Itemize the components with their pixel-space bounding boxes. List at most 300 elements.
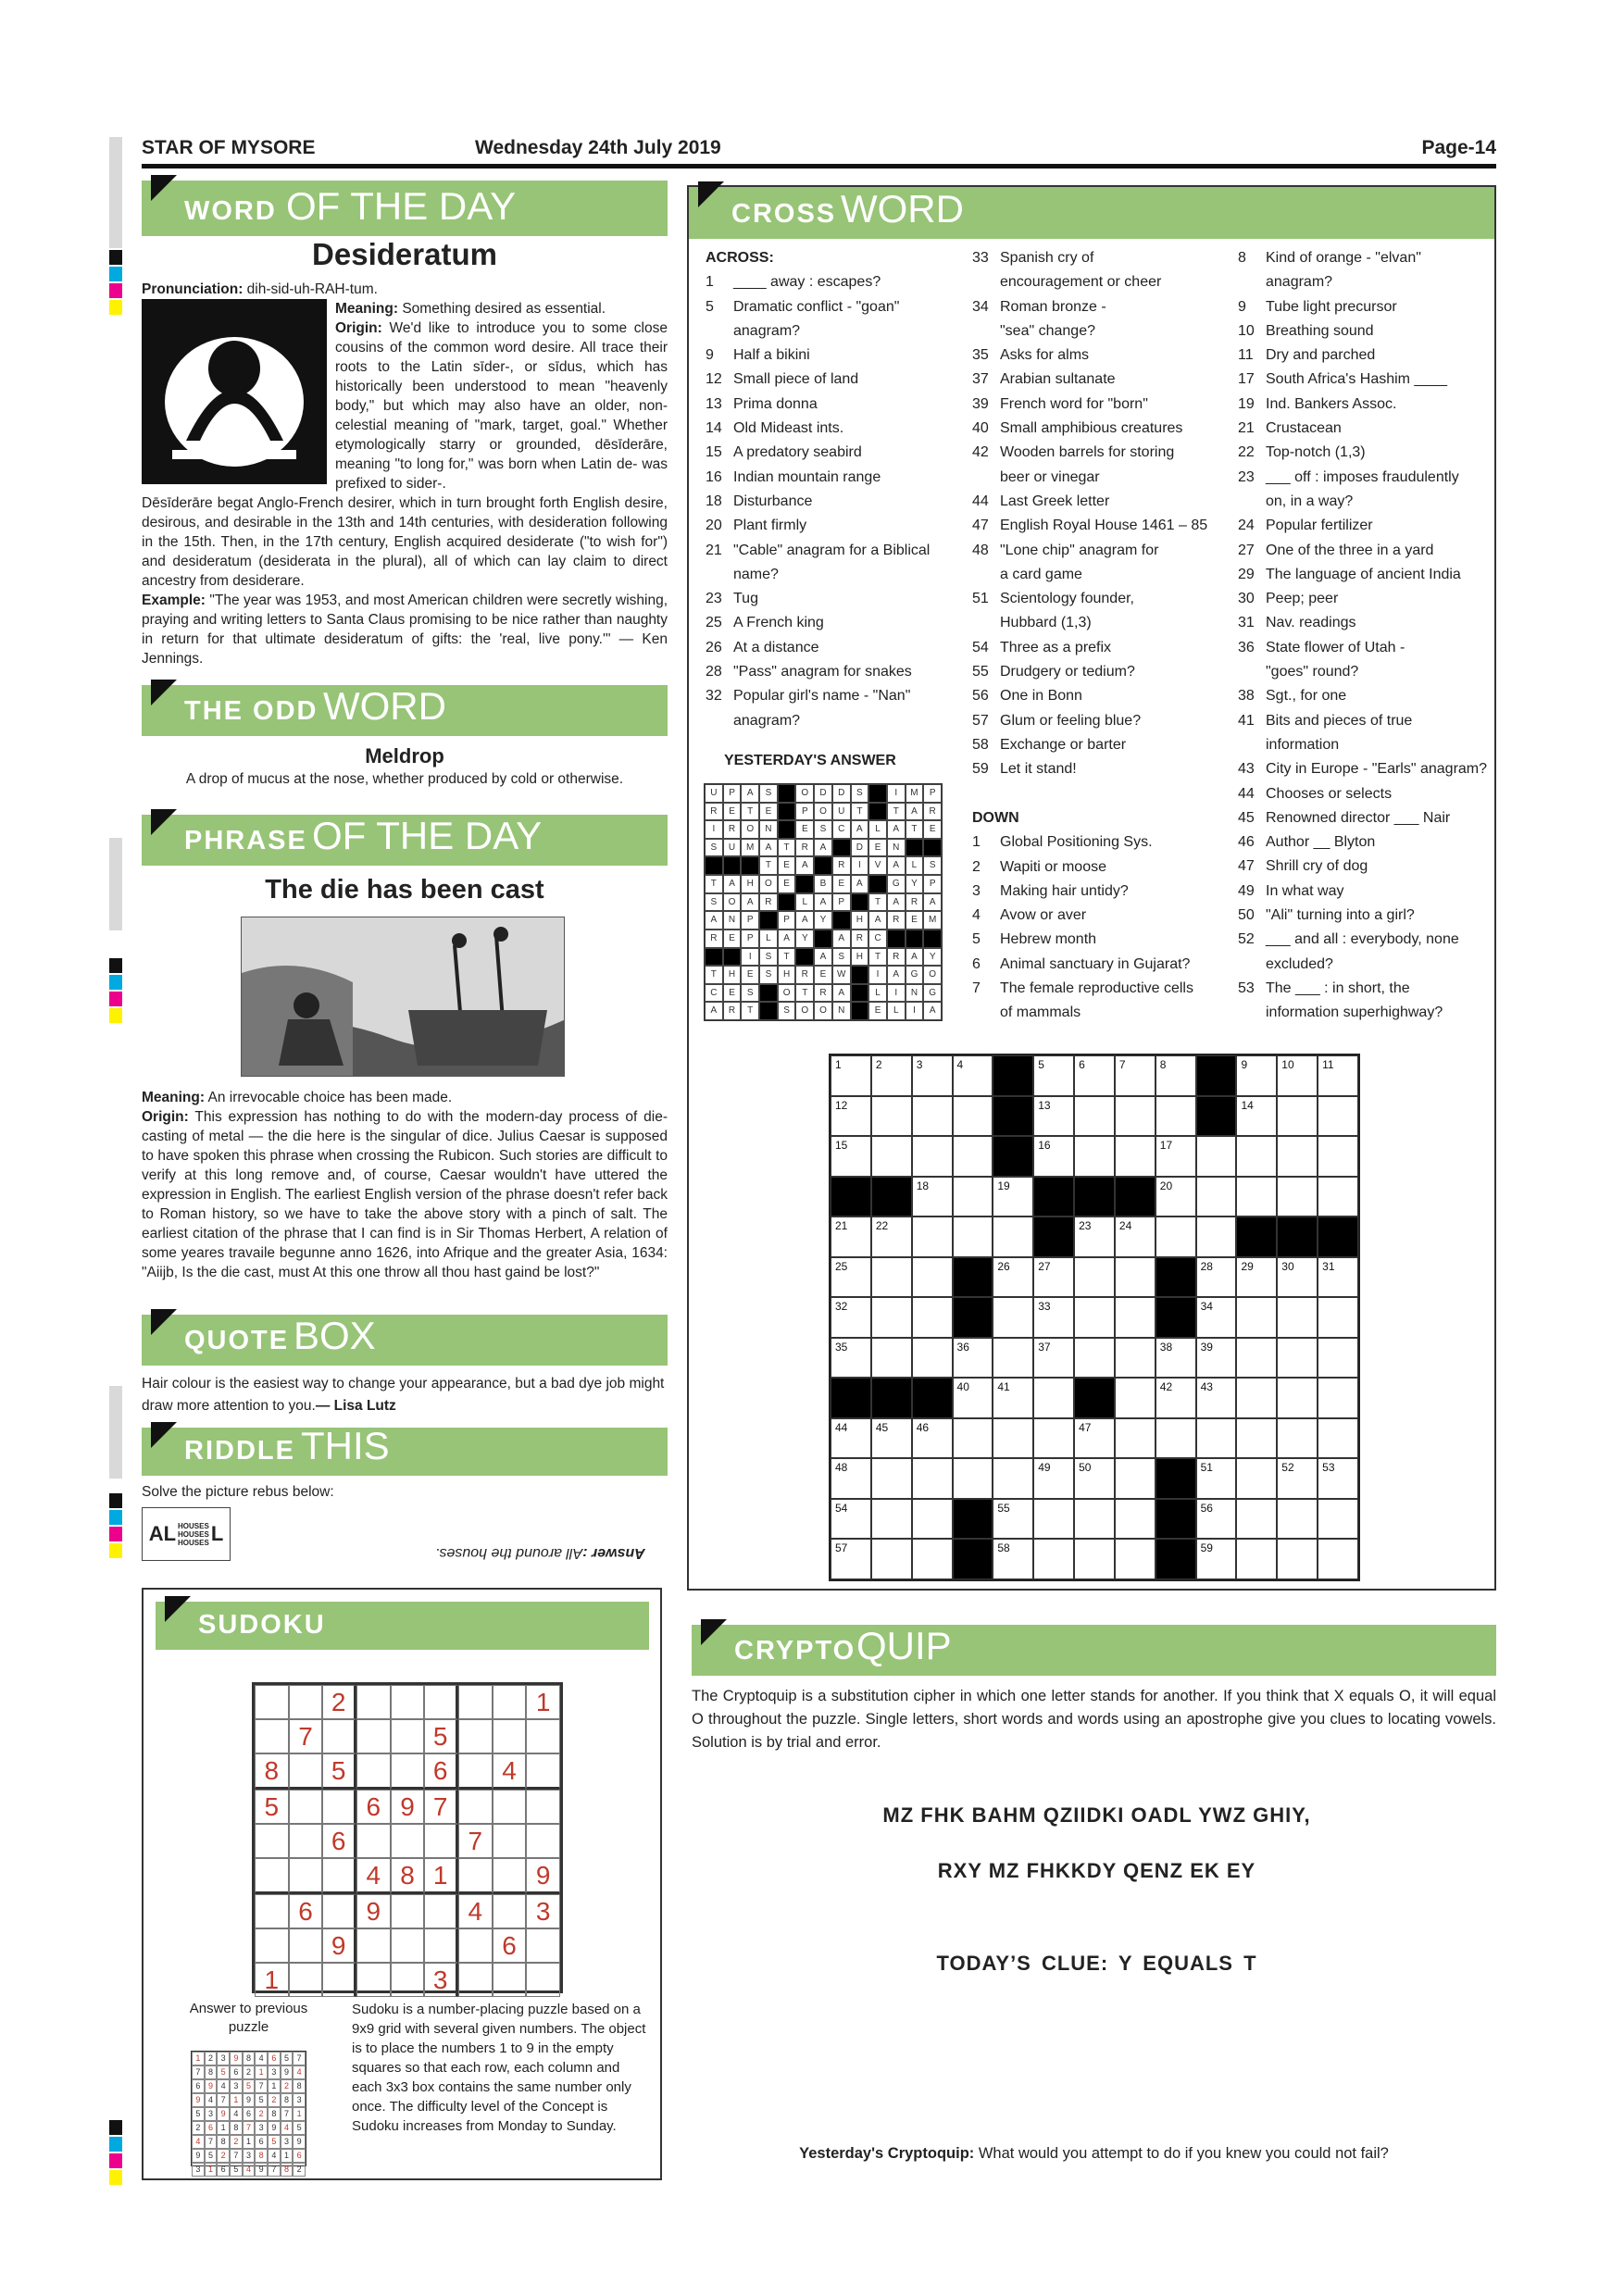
sudoku-cell[interactable] [322,1858,356,1894]
answer-text: All around the houses. [435,1545,583,1561]
crossword-grid[interactable] [829,1054,1360,1581]
sudoku-cell[interactable] [356,1824,391,1858]
crossword-cell[interactable]: 57 [831,1539,871,1579]
crossword-cell[interactable] [871,1458,912,1499]
crossword-cell[interactable] [1318,1418,1358,1459]
sudoku-cell[interactable] [255,1719,289,1753]
crossword-cell[interactable] [1236,1177,1277,1217]
clue-item [972,855,1236,880]
crossword-cell[interactable] [1115,1539,1156,1579]
answer-cell: A [814,839,832,857]
sudoku-cell[interactable] [391,1928,425,1963]
clue-item [706,466,965,490]
crossword-cell[interactable] [1074,1338,1115,1379]
sudoku-grid[interactable] [252,1682,563,1993]
sudoku-cell[interactable] [255,1928,289,1963]
crossword-cell[interactable] [1074,1096,1115,1137]
crossword-cell[interactable] [1277,1136,1318,1177]
crossword-cell[interactable]: 22 [871,1217,912,1257]
crossword-cell[interactable]: 14 [1236,1096,1277,1137]
sudoku-cell[interactable] [458,1719,493,1753]
prev-sudoku-cell: 8 [281,2163,294,2177]
sudoku-cell[interactable] [424,1928,458,1963]
crossword-cell[interactable] [953,1136,993,1177]
crossword-cell[interactable] [1318,1177,1358,1217]
crossword-cell[interactable]: 49 [1033,1458,1074,1499]
prev-sudoku-cell: 8 [217,2135,230,2149]
crossword-cell[interactable]: 8 [1156,1055,1196,1096]
crossword-cell[interactable]: 58 [993,1539,1033,1579]
crossword-cell[interactable] [912,1539,953,1579]
sudoku-cell[interactable] [289,1824,323,1858]
answer-cell: G [887,875,906,893]
crossword-cell[interactable] [1277,1297,1318,1338]
crossword-cell[interactable]: 21 [831,1217,871,1257]
sudoku-cell[interactable] [391,1719,425,1753]
prev-sudoku-cell: 2 [205,2052,218,2065]
crossword-cell[interactable] [1156,1096,1196,1137]
crossword-cell[interactable]: 36 [953,1338,993,1379]
crossword-cell[interactable]: 5 [1033,1055,1074,1096]
sudoku-cell[interactable] [356,1719,391,1753]
crossword-cell[interactable] [912,1338,953,1379]
crossword-cell[interactable] [1318,1378,1358,1418]
crossword-cell[interactable]: 29 [1236,1257,1277,1298]
crossword-cell[interactable] [1277,1539,1318,1579]
prev-sudoku-cell: 1 [293,2107,306,2121]
sudoku-cell[interactable] [458,1858,493,1894]
prev-sudoku-cell: 5 [268,2135,281,2149]
sudoku-cell[interactable] [526,1719,560,1753]
sudoku-cell[interactable] [391,1753,425,1790]
prev-sudoku-cell: 6 [268,2052,281,2065]
crossword-cell[interactable] [871,1539,912,1579]
crossword-cell[interactable] [1277,1378,1318,1418]
sudoku-cell[interactable] [391,1685,425,1719]
sudoku-cell[interactable] [493,1858,527,1894]
crossword-cell[interactable]: 33 [1033,1297,1074,1338]
crossword-cell[interactable] [1033,1499,1074,1540]
sudoku-cell[interactable] [356,1685,391,1719]
crossword-cell[interactable] [1318,1096,1358,1137]
sudoku-cell[interactable] [493,1790,527,1824]
answer-cell: H [778,966,796,984]
crossword-cell[interactable] [1115,1418,1156,1459]
sudoku-cell[interactable] [493,1894,527,1928]
sudoku-cell[interactable] [458,1928,493,1963]
registration-yellow [109,2170,122,2185]
clue-item [1238,587,1497,611]
crossword-block [1196,1055,1237,1096]
sudoku-cell[interactable] [356,1928,391,1963]
clue-text: Chooses or selects [1266,785,1393,802]
prev-sudoku-cell: 7 [217,2093,230,2107]
crossword-cell[interactable] [1115,1499,1156,1540]
prev-sudoku-cell: 4 [230,2107,243,2121]
clue-number: 32 [706,688,722,705]
sudoku-cell[interactable] [255,1685,289,1719]
crossword-cell[interactable]: 45 [871,1418,912,1459]
crossword-cell[interactable]: 31 [1318,1257,1358,1298]
crossword-cell[interactable] [1277,1338,1318,1379]
crossword-cell[interactable]: 34 [1196,1297,1237,1338]
crossword-cell[interactable] [953,1217,993,1257]
answer-cell: C [868,930,887,948]
sudoku-cell[interactable] [289,1928,323,1963]
sudoku-cell[interactable] [322,1963,356,1997]
registration-cyan [109,267,122,281]
crossword-cell[interactable]: 56 [1196,1499,1237,1540]
sudoku-cell[interactable] [322,1894,356,1928]
answer-cell: R [906,893,924,912]
crossword-cell[interactable] [871,1096,912,1137]
crossword-cell[interactable]: 51 [1196,1458,1237,1499]
crossword-cell[interactable]: 41 [993,1378,1033,1418]
sudoku-cell[interactable] [526,1790,560,1824]
clue-text: Animal sanctuary in Gujarat? [1000,955,1191,972]
answer-cell: E [906,911,924,930]
crossword-cell[interactable]: 10 [1277,1055,1318,1096]
sudoku-cell[interactable] [458,1753,493,1790]
crossword-cell[interactable] [993,1338,1033,1379]
crossword-cell[interactable] [993,1297,1033,1338]
meaning-text: An irrevocable choice has been made. [207,1090,453,1105]
sudoku-cell[interactable] [458,1790,493,1824]
crossword-cell[interactable] [871,1136,912,1177]
crossword-cell[interactable] [912,1297,953,1338]
crossword-cell[interactable]: 24 [1115,1217,1156,1257]
crossword-cell[interactable] [912,1096,953,1137]
crossword-cell[interactable] [1074,1499,1115,1540]
clue-text: Three as a prefix [1000,639,1112,655]
crossword-cell[interactable] [1196,1217,1237,1257]
answer-cell: A [832,930,851,948]
crossword-cell[interactable]: 48 [831,1458,871,1499]
crossword-cell[interactable] [1196,1177,1237,1217]
clue-item [1238,782,1497,806]
crossword-cell[interactable] [1277,1177,1318,1217]
crossword-cell[interactable]: 13 [1033,1096,1074,1137]
answer-cell: A [814,948,832,967]
sudoku-cell[interactable] [289,1858,323,1894]
crossword-cell[interactable] [1318,1499,1358,1540]
crossword-block [1156,1297,1196,1338]
prev-sudoku-cell: 1 [230,2093,243,2107]
answer-cell: R [705,930,723,948]
crossword-cell[interactable]: 35 [831,1338,871,1379]
prev-sudoku-cell: 2 [281,2079,294,2093]
answer-cell: S [705,893,723,912]
crossword-cell[interactable] [1318,1297,1358,1338]
crossword-cell[interactable]: 50 [1074,1458,1115,1499]
crossword-cell[interactable]: 9 [1236,1055,1277,1096]
crossword-cell[interactable] [1277,1499,1318,1540]
crossword-cell[interactable] [1318,1136,1358,1177]
crossword-cell[interactable]: 12 [831,1096,871,1137]
crossword-cell[interactable]: 23 [1074,1217,1115,1257]
crossword-block [1115,1177,1156,1217]
sudoku-cell[interactable] [289,1753,323,1790]
sudoku-cell[interactable] [424,1824,458,1858]
crossword-cell[interactable] [1115,1458,1156,1499]
sudoku-cell[interactable] [391,1963,425,1997]
clue-number: 41 [1238,712,1255,729]
crossword-cell[interactable] [1074,1539,1115,1579]
crossword-cell[interactable] [871,1257,912,1298]
sudoku-cell[interactable] [356,1963,391,1997]
crossword-cell[interactable] [871,1297,912,1338]
clue-item [1238,733,1497,757]
crossword-cell[interactable] [993,1418,1033,1459]
crossword-cell[interactable]: 28 [1196,1257,1237,1298]
crossword-cell[interactable]: 47 [1074,1418,1115,1459]
crossword-cell[interactable] [1115,1257,1156,1298]
crossword-cell[interactable]: 26 [993,1257,1033,1298]
sudoku-cell[interactable] [356,1753,391,1790]
answer-block [923,839,942,857]
answer-cell: A [851,875,869,893]
crossword-cell[interactable] [1156,1217,1196,1257]
clue-number: 20 [706,518,722,534]
crossword-cell[interactable]: 17 [1156,1136,1196,1177]
crossword-cell[interactable] [1236,1499,1277,1540]
sudoku-cell[interactable] [289,1963,323,1997]
clue-item [972,928,1236,952]
clue-text: A French king [733,615,824,631]
phrase-title: The die has been cast [265,875,544,905]
clue-item [1238,953,1497,977]
header-big-text: OF THE DAY [312,814,543,857]
answer-cell: I [705,820,723,839]
prev-sudoku-cell: 4 [281,2121,294,2135]
crossword-cell[interactable] [1236,1458,1277,1499]
clue-item [706,636,965,660]
prev-sudoku-cell: 5 [243,2079,256,2093]
clue-text: Small amphibious creatures [1000,420,1183,437]
answer-cell: A [887,820,906,839]
crossword-cell[interactable] [912,1257,953,1298]
header-small-text: CROSS [731,199,837,229]
crossword-cell[interactable]: 27 [1033,1257,1074,1298]
clue-item [972,514,1236,538]
crossword-cell[interactable] [1277,1096,1318,1137]
sudoku-cell[interactable] [322,1719,356,1753]
crossword-cell[interactable] [1115,1096,1156,1137]
crossword-cell[interactable] [993,1458,1033,1499]
quote-body: Hair colour is the easiest way to change your appearance, but a bad dye job might draw more attention to you. [142,1376,665,1414]
crossword-cell[interactable] [1196,1418,1237,1459]
sudoku-cell[interactable] [289,1790,323,1824]
crossword-block [912,1378,953,1418]
crossword-cell[interactable] [953,1096,993,1137]
sudoku-cell[interactable] [526,1963,560,1997]
crossword-cell[interactable] [912,1136,953,1177]
crossword-cell[interactable]: 15 [831,1136,871,1177]
answer-cell: S [759,966,778,984]
crossword-cell[interactable] [953,1458,993,1499]
answer-cell: T [705,966,723,984]
answer-cell: H [723,966,742,984]
crossword-cell[interactable] [912,1458,953,1499]
crossword-cell[interactable]: 39 [1196,1338,1237,1379]
crossword-cell[interactable] [1236,1338,1277,1379]
sudoku-cell[interactable] [255,1894,289,1928]
crossword-cell[interactable]: 20 [1156,1177,1196,1217]
crossword-block [1033,1177,1074,1217]
crossword-cell[interactable]: 44 [831,1418,871,1459]
crossword-cell[interactable] [1074,1297,1115,1338]
crossword-cell[interactable] [953,1418,993,1459]
header-small-text: QUOTE [184,1326,290,1355]
sudoku-cell[interactable] [424,1894,458,1928]
answer-cell: T [741,803,759,821]
crossword-cell[interactable]: 53 [1318,1458,1358,1499]
answer-cell: A [795,911,814,930]
clue-text: Nav. readings [1266,615,1356,631]
crossword-cell[interactable]: 59 [1196,1539,1237,1579]
crossword-cell[interactable]: 7 [1115,1055,1156,1096]
answer-cell: E [723,930,742,948]
sudoku-cell[interactable] [424,1685,458,1719]
crossword-cell[interactable]: 40 [953,1378,993,1418]
crossword-header [689,187,1494,239]
crossword-cell[interactable]: 4 [953,1055,993,1096]
crossword-cell[interactable]: 25 [831,1257,871,1298]
crossword-cell[interactable] [1236,1539,1277,1579]
cryptoquip-clue: TODAY’S CLUE: Y EQUALS T [936,1952,1257,1975]
crossword-cell[interactable] [1277,1418,1318,1459]
crossword-cell[interactable]: 19 [993,1177,1033,1217]
sudoku-given: 7 [458,1824,493,1858]
prev-sudoku-cell: 6 [192,2079,205,2093]
answer-cell: T [868,893,887,912]
clue-number [706,563,733,587]
prev-sudoku-cell: 7 [205,2135,218,2149]
crossword-cell[interactable] [1236,1297,1277,1338]
sudoku-cell[interactable] [391,1894,425,1928]
crossword-cell[interactable]: 32 [831,1297,871,1338]
crossword-cell[interactable] [1236,1418,1277,1459]
sudoku-cell[interactable] [526,1928,560,1963]
sudoku-cell[interactable] [526,1753,560,1790]
answer-cell: O [778,984,796,1003]
crossword-cell[interactable]: 37 [1033,1338,1074,1379]
sudoku-cell[interactable] [526,1824,560,1858]
sudoku-cell[interactable] [255,1858,289,1894]
meaning-block [335,299,668,493]
crossword-cell[interactable]: 55 [993,1499,1033,1540]
answer-cell: S [814,820,832,839]
answer-cell: L [868,984,887,1003]
crossword-cell[interactable] [871,1499,912,1540]
crossword-cell[interactable] [993,1217,1033,1257]
clue-text: Half a bikini [733,347,810,364]
crossword-cell[interactable]: 1 [831,1055,871,1096]
crossword-cell[interactable]: 30 [1277,1257,1318,1298]
crossword-cell[interactable]: 52 [1277,1458,1318,1499]
crossword-cell[interactable] [1115,1136,1156,1177]
crossword-cell[interactable]: 54 [831,1499,871,1540]
crossword-cell[interactable] [1074,1136,1115,1177]
crossword-cell[interactable]: 43 [1196,1378,1237,1418]
clue-item [1238,1001,1497,1025]
across-clues-col2 [972,246,1236,782]
crossword-cell[interactable] [1156,1418,1196,1459]
clue-text: Crustacean [1266,420,1342,437]
crossword-cell[interactable] [1318,1338,1358,1379]
crossword-cell[interactable] [1033,1539,1074,1579]
crossword-cell[interactable] [1236,1378,1277,1418]
crossword-cell[interactable] [871,1338,912,1379]
clue-number [972,611,1000,635]
clue-item [1238,270,1497,294]
corner-triangle-icon [698,181,724,207]
sudoku-cell[interactable] [493,1824,527,1858]
clue-item [1238,539,1497,563]
answer-cell: O [723,893,742,912]
header-big-text: OF THE DAY [286,184,517,228]
crossword-cell[interactable]: 6 [1074,1055,1115,1096]
sudoku-cell[interactable] [255,1824,289,1858]
sudoku-cell[interactable] [458,1963,493,1997]
crossword-cell[interactable] [912,1499,953,1540]
clue-item [706,319,965,343]
answer-block [795,948,814,967]
prev-sudoku-cell: 7 [192,2065,205,2079]
sudoku-cell[interactable] [493,1685,527,1719]
sudoku-cell[interactable] [493,1719,527,1753]
answer-cell: E [814,966,832,984]
clue-text: Last Greek letter [1000,493,1110,509]
crossword-cell[interactable] [1236,1136,1277,1177]
prev-sudoku-cell: 4 [243,2163,256,2177]
crossword-cell[interactable]: 46 [912,1418,953,1459]
sudoku-cell[interactable] [458,1685,493,1719]
crossword-cell[interactable] [953,1177,993,1217]
clue-number: 12 [706,371,722,388]
crossword-cell[interactable]: 18 [912,1177,953,1217]
prev-sudoku-cell: 9 [268,2121,281,2135]
crossword-cell[interactable] [1033,1378,1074,1418]
crossword-cell[interactable] [1196,1136,1237,1177]
clue-text: Scientology founder, [1000,591,1134,607]
crouching-figure-icon [144,302,324,481]
sudoku-cell[interactable] [289,1685,323,1719]
crossword-cell[interactable] [1074,1257,1115,1298]
sudoku-given: 5 [424,1719,458,1753]
crossword-cell[interactable] [1318,1539,1358,1579]
crossword-block [1156,1257,1196,1298]
crossword-cell[interactable]: 3 [912,1055,953,1096]
crossword-cell[interactable]: 2 [871,1055,912,1096]
crossword-cell[interactable]: 42 [1156,1378,1196,1418]
sudoku-cell[interactable] [493,1963,527,1997]
crossword-cell[interactable] [1115,1297,1156,1338]
crossword-cell[interactable] [912,1217,953,1257]
prev-sudoku-cell: 9 [192,2149,205,2163]
crossword-cell[interactable] [1115,1338,1156,1379]
answer-cell: P [832,893,851,912]
sudoku-cell[interactable] [322,1790,356,1824]
clue-item [972,490,1236,514]
crossword-cell[interactable]: 38 [1156,1338,1196,1379]
sudoku-cell[interactable] [391,1824,425,1858]
crossword-cell[interactable]: 16 [1033,1136,1074,1177]
crossword-cell[interactable] [1033,1418,1074,1459]
crossword-cell[interactable] [1115,1378,1156,1418]
crossword-cell[interactable]: 11 [1318,1055,1358,1096]
clue-item [1238,441,1497,465]
